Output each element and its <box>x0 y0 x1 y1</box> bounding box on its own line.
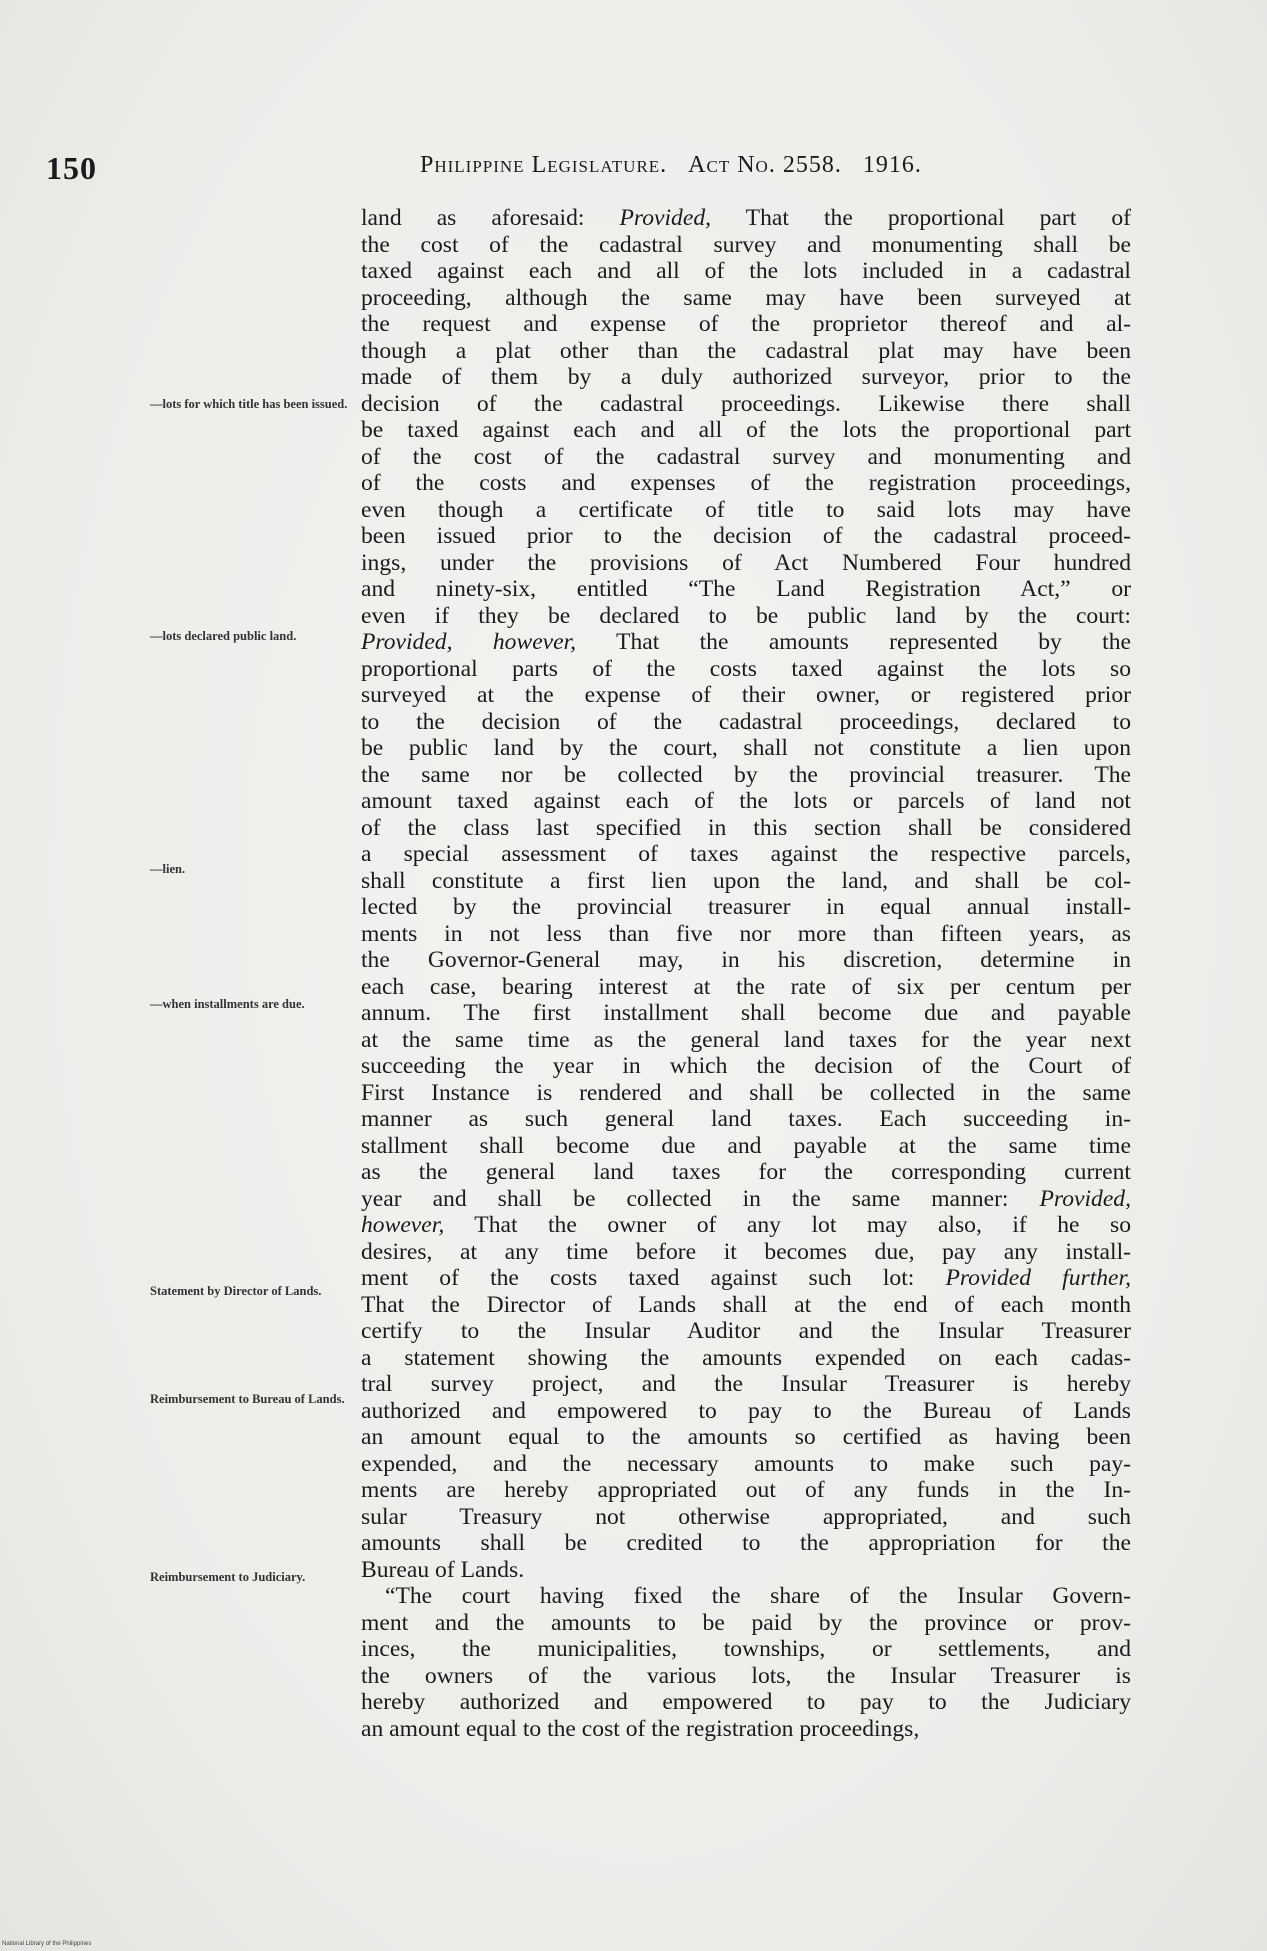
footer-credit: National Library of the Philippines <box>2 1941 92 1947</box>
body-line: sular Treasury not otherwise appropriated, and such <box>361 1503 1131 1530</box>
body-line: made of them by a duly authorized surveyor, prior to the <box>361 364 1131 390</box>
margin-note: Reimbursement to Judiciary. <box>150 1570 306 1584</box>
margin-note: —when installments are due. <box>150 997 305 1011</box>
body-line: Provided, however, That the amounts represented by the <box>361 629 1132 655</box>
body-line: an amount equal to the amounts so certified as having been <box>361 1424 1131 1450</box>
body-line: of the costs and expenses of the registration proceedings, <box>361 470 1131 496</box>
running-head-year: 1916. <box>862 152 922 178</box>
body-text <box>361 205 1131 1742</box>
page-number: 150 <box>46 150 97 186</box>
margin-note: —lots for which title has been issued. <box>150 397 348 411</box>
body-line: expended, and the necessary amounts to make such pay- <box>361 1450 1131 1477</box>
body-line: ment and the amounts to be paid by the province or prov- <box>361 1609 1131 1636</box>
body-line: First Instance is rendered and shall be collected in the same <box>361 1079 1131 1106</box>
body-line: the owners of the various lots, the Insular Treasurer is <box>361 1662 1131 1689</box>
body-line: lected by the provincial treasurer in equal annual install- <box>361 894 1131 920</box>
body-line: of the cost of the cadastral survey and monumenting and <box>361 443 1131 470</box>
body-line: shall constitute a first lien upon the land, and shall be col- <box>361 867 1131 894</box>
body-line: amount taxed against each of the lots or parcels of land not <box>361 788 1131 814</box>
body-line: hereby authorized and empowered to pay to the Judiciary <box>361 1689 1131 1715</box>
body-line: tral survey project, and the Insular Treasurer is hereby <box>361 1371 1131 1397</box>
body-line: at the same time as the general land taxes for the year next <box>361 1026 1131 1053</box>
body-line: That the Director of Lands shall at the end of each month <box>361 1291 1131 1318</box>
body-line: ments in not less than five nor more than fifteen years, as <box>361 920 1131 947</box>
body-line: an amount equal to the cost of the registration proceedings, <box>361 1715 920 1742</box>
body-line: manner as such general land taxes. Each succeeding in- <box>361 1106 1131 1132</box>
body-line: even if they be declared to be public land by the court: <box>361 602 1131 629</box>
body-line: though a plat other than the cadastral plat may have been <box>361 337 1131 364</box>
body-line: proceeding, although the same may have been surveyed at <box>361 284 1131 311</box>
body-line: of the class last specified in this section shall be considered <box>361 814 1131 841</box>
body-line: even though a certificate of title to said lots may have <box>361 496 1131 523</box>
body-line: taxed against each and all of the lots included in a cadastral <box>361 258 1131 284</box>
body-line: year and shall be collected in the same manner: Provided, <box>361 1185 1131 1212</box>
body-line: stallment shall become due and payable at the same time <box>361 1132 1131 1159</box>
body-line: to the decision of the cadastral proceedings, declared to <box>361 708 1131 735</box>
body-line: surveyed at the expense of their owner, or registered prior <box>361 682 1131 708</box>
body-line: ments are hereby appropriated out of any funds in the In- <box>361 1477 1131 1503</box>
body-line: ment of the costs taxed against such lot: Provided further, <box>361 1265 1131 1291</box>
body-line: a special assessment of taxes against the respective parcels, <box>361 841 1131 867</box>
body-line: Bureau of Lands. <box>361 1556 525 1583</box>
body-line: authorized and empowered to pay to the Bureau of Lands <box>361 1397 1131 1424</box>
body-line: inces, the municipalities, townships, or settlements, and <box>361 1636 1131 1662</box>
body-line: certify to the Insular Auditor and the Insular Treasurer <box>361 1318 1131 1344</box>
body-line: be taxed against each and all of the lots the proportional part <box>361 417 1131 443</box>
body-line: each case, bearing interest at the rate of six per centum per <box>361 973 1131 1000</box>
body-line: desires, at any time before it becomes due, pay any install- <box>361 1238 1131 1265</box>
body-line: proportional parts of the costs taxed against the lots so <box>361 655 1131 682</box>
running-head-act: Act No. 2558. <box>688 152 842 178</box>
body-line: been issued prior to the decision of the cadastral proceed- <box>361 523 1131 549</box>
body-line: a statement showing the amounts expended on each cadas- <box>361 1344 1131 1371</box>
body-line: annum. The first installment shall become due and payable <box>361 1000 1131 1026</box>
margin-note: —lien. <box>150 862 186 876</box>
running-head <box>420 152 922 179</box>
body-line: the request and expense of the proprietor thereof and al- <box>361 311 1131 337</box>
body-line: the same nor be collected by the provincial treasurer. The <box>361 761 1131 788</box>
body-line: however, That the owner of any lot may also, if he so <box>361 1212 1131 1238</box>
body-line: as the general land taxes for the corresponding current <box>361 1159 1131 1185</box>
body-line: the cost of the cadastral survey and monumenting shall be <box>361 231 1131 258</box>
body-line: and ninety-six, entitled “The Land Registration Act,” or <box>361 576 1131 602</box>
body-line: succeeding the year in which the decision of the Court of <box>361 1053 1131 1079</box>
body-line: land as aforesaid: Provided, That the proportional part of <box>361 205 1131 231</box>
margin-note: Reimbursement to Bureau of Lands. <box>150 1392 345 1406</box>
body-line: “The court having fixed the share of the Insular Govern- <box>385 1583 1131 1609</box>
margin-note: Statement by Director of Lands. <box>150 1284 322 1298</box>
body-line: decision of the cadastral proceedings. Likewise there shall <box>361 390 1131 417</box>
running-head-title: Philippine Legislature. <box>420 152 668 178</box>
body-line: ings, under the provisions of Act Numbered Four hundred <box>361 549 1131 576</box>
body-line: be public land by the court, shall not constitute a lien upon <box>361 735 1131 761</box>
margin-note: —lots declared public land. <box>150 629 297 643</box>
body-line: the Governor-General may, in his discretion, determine in <box>361 947 1131 973</box>
body-line: amounts shall be credited to the appropriation for the <box>361 1530 1131 1556</box>
